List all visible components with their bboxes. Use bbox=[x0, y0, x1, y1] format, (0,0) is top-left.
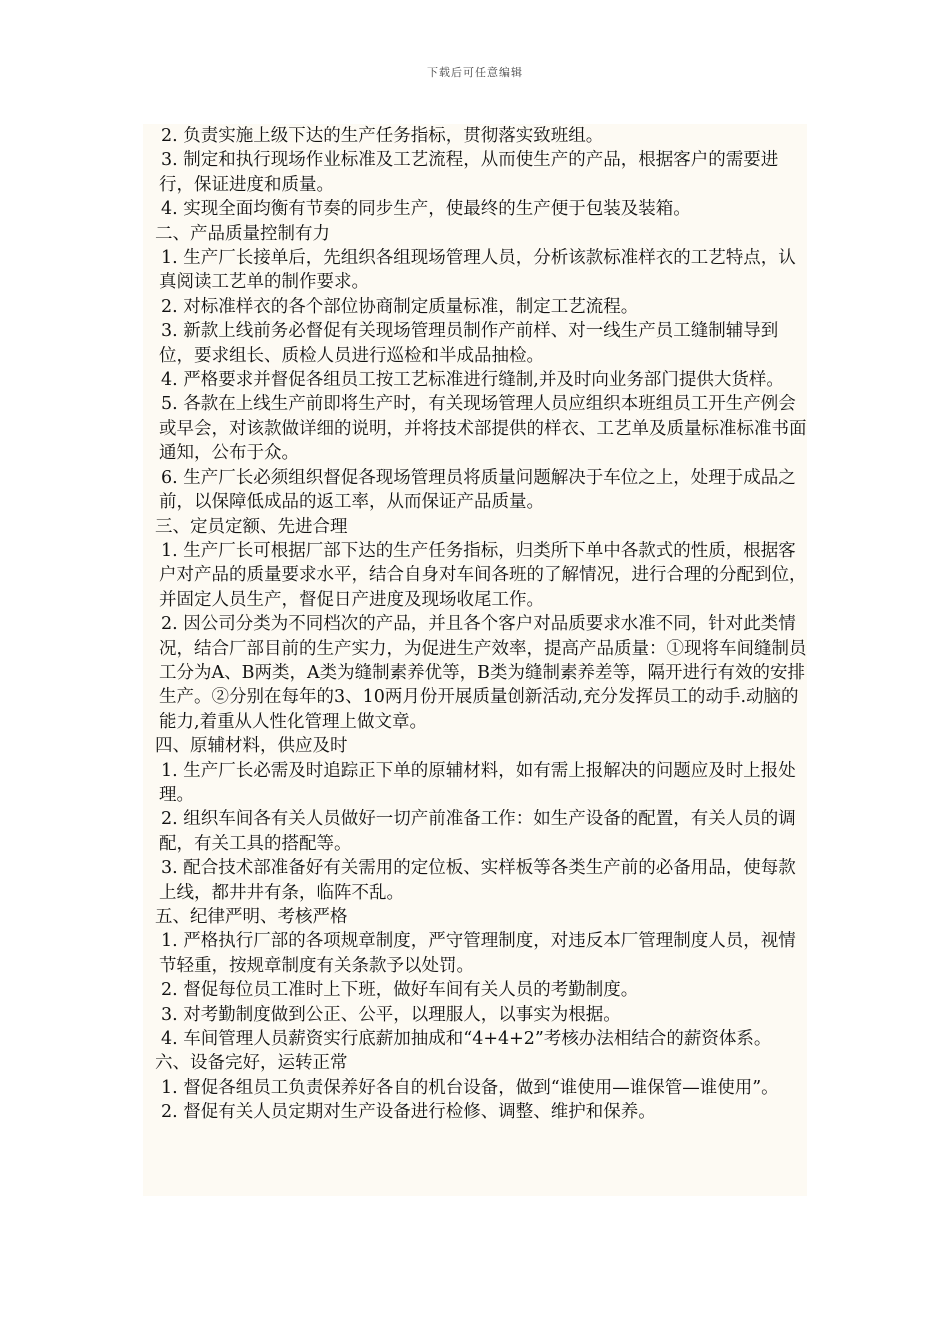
paragraph: 4. 严格要求并督促各组员工按工艺标准进行缝制,并及时向业务部门提供大货样。 bbox=[161, 370, 784, 391]
document-body bbox=[143, 124, 807, 1196]
paragraph: 4. 实现全面均衡有节奏的同步生产，使最终的生产便于包装及装箱。 bbox=[161, 199, 691, 220]
section-heading: 五、纪律严明、考核严格 bbox=[155, 907, 348, 927]
paragraph: 3. 配合技术部准备好有关需用的定位板、实样板等各类生产前的必备用品，使每款上线，都井井有条，临阵不乱。 bbox=[159, 858, 796, 903]
paragraph: 2. 督促每位员工准时上下班，做好车间有关人员的考勤制度。 bbox=[161, 980, 639, 1001]
paragraph: 1. 生产厂长可根据厂部下达的生产任务指标，归类所下单中各款式的性质，根据客户对产品的质量要求水平，结合自身对车间各班的了解情况，进行合理的分配到位，并固定人员生产，督促日产进度及现场收尾工作。 bbox=[159, 540, 807, 610]
section-heading: 三、定员定额、先进合理 bbox=[155, 516, 348, 537]
paragraph: 1. 督促各组员工负责保养好各自的机台设备，做到“谁使用—谁保管—谁使用”。 bbox=[161, 1077, 779, 1098]
paragraph: 2. 对标准样衣的各个部位协商制定质量标准，制定工艺流程。 bbox=[161, 296, 639, 317]
paragraph: 5. 各款在上线生产前即将生产时，有关现场管理人员应组织本班组员工开生产例会或早会，对该款做详细的说明，并将技术部提供的样衣、工艺单及质量标准标准书面通知，公布于众。 bbox=[159, 394, 807, 464]
section-heading: 六、设备完好，运转正常 bbox=[155, 1053, 348, 1074]
section-heading: 四、原辅材料，供应及时 bbox=[155, 736, 348, 757]
paragraph: 2. 因公司分类为不同档次的产品，并且各个客户对品质要求水准不同，针对此类情况，结合厂部目前的生产实力，为促进生产效率，提高产品质量：①现将车间缝制员工分为A、B两类，A类为缝制素养优等，B类为缝制素养差等，隔开进行有效的安排生产。②分别在每年的3、10两月份开展质量创新活动,充分发挥员工的动手.动脑的能力,着重从人性化管理上做文章。 bbox=[159, 614, 807, 732]
paragraph: 1. 严格执行厂部的各项规章制度，严守管理制度，对违反本厂管理制度人员，视情节轻重，按规章制度有关条款予以处罚。 bbox=[159, 931, 796, 976]
section-heading: 二、产品质量控制有力 bbox=[155, 223, 330, 244]
paragraph: 6. 生产厂长必须组织督促各现场管理员将质量问题解决于车位之上，处理于成品之前，以保障低成品的返工率，从而保证产品质量。 bbox=[159, 467, 796, 513]
paragraph: 3. 对考勤制度做到公正、公平，以理服人，以事实为根据。 bbox=[161, 1004, 621, 1025]
paragraph: 1. 生产厂长必需及时追踪正下单的原辅材料，如有需上报解决的问题应及时上报处理。 bbox=[159, 760, 796, 805]
paragraph: 1. 生产厂长接单后，先组织各组现场管理人员，分析该款标准样衣的工艺特点，认真阅读工艺单的制作要求。 bbox=[159, 248, 796, 293]
paragraph: 4. 车间管理人员薪资实行底薪加抽成和“4+4+2”考核办法相结合的薪资体系。 bbox=[161, 1029, 772, 1050]
page-header: 下载后可任意编辑 bbox=[427, 66, 523, 79]
paragraph: 3. 新款上线前务必督促有关现场管理员制作产前样、对一线生产员工缝制辅导到位，要求组长、质检人员进行巡检和半成品抽检。 bbox=[159, 321, 779, 366]
paragraph: 2. 督促有关人员定期对生产设备进行检修、调整、维护和保养。 bbox=[161, 1102, 656, 1123]
paragraph: 3. 制定和执行现场作业标准及工艺流程，从而使生产的产品，根据客户的需要进行，保证进度和质量。 bbox=[159, 150, 779, 195]
paragraph: 2. 组织车间各有关人员做好一切产前准备工作：如生产设备的配置，有关人员的调配，有关工具的搭配等。 bbox=[159, 809, 796, 854]
paragraph: 2. 负责实施上级下达的生产任务指标，贯彻落实致班组。 bbox=[161, 126, 604, 146]
